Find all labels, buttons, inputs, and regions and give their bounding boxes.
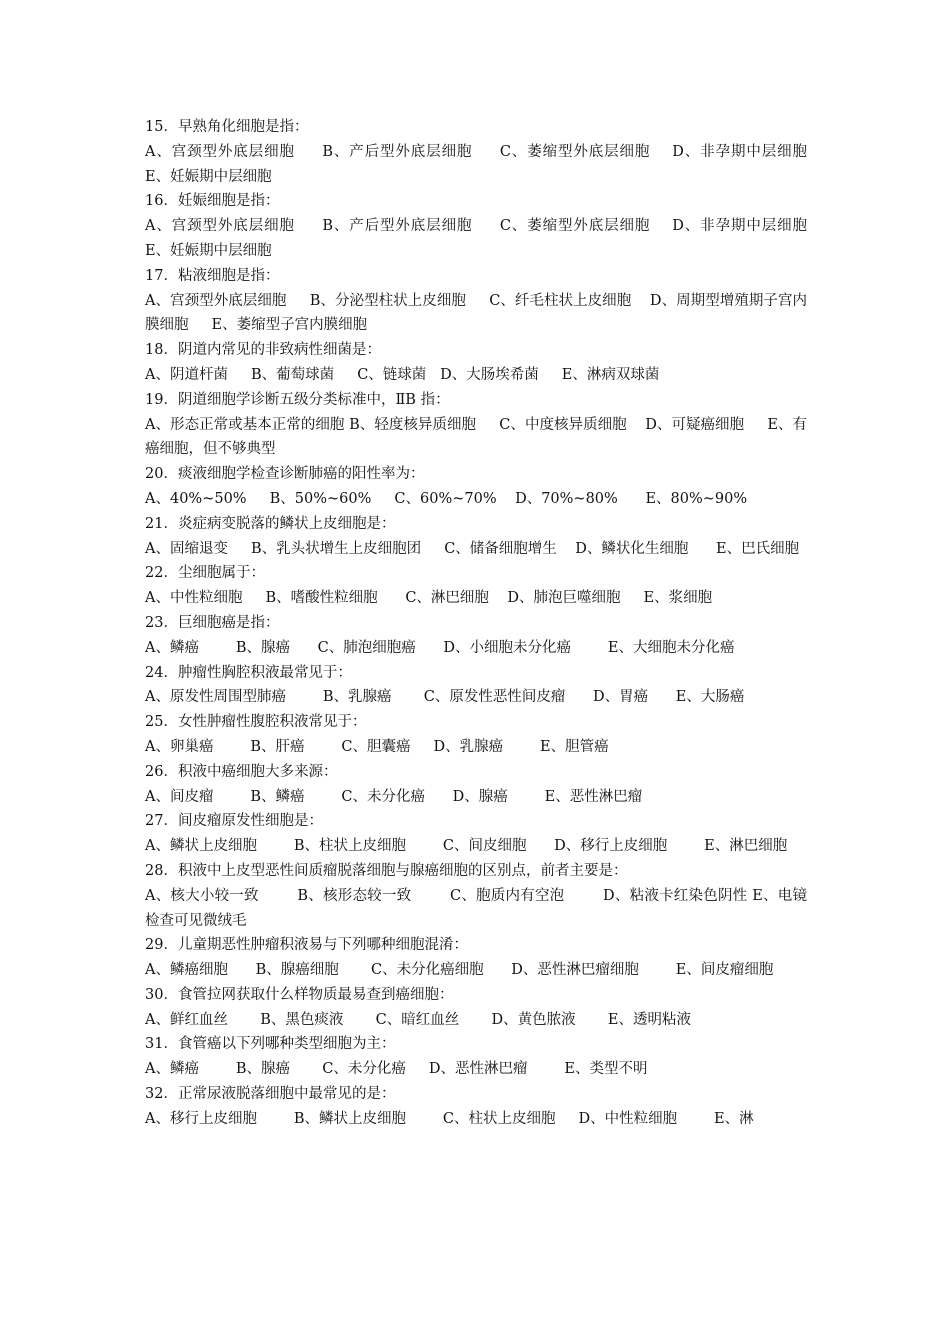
question-stem: 32．正常尿液脱落细胞中最常见的是： [145,1086,396,1103]
question-32 [145,1082,807,1132]
question-30 [145,983,807,1033]
question-options: A、鲜红血丝 B、黑色痰液 C、暗红血丝 D、黄色脓液 E、透明粘液 [145,1011,691,1028]
question-options: A、鳞癌细胞 B、腺癌细胞 C、未分化癌细胞 D、恶性淋巴瘤细胞 E、间皮瘤细胞 [145,962,774,979]
question-18 [145,338,807,388]
question-stem: 30．食管拉网获取什么样物质最易查到癌细胞： [145,986,454,1003]
question-options: A、鳞状上皮细胞 B、柱状上皮细胞 C、间皮细胞 D、移行上皮细胞 E、淋巴细胞 [145,838,788,855]
question-stem: 24．肿瘤性胸腔积液最常见于： [145,664,352,681]
question-stem: 16．妊娠细胞是指： [145,193,280,210]
question-stem: 25．女性肿瘤性腹腔积液常见于： [145,714,367,731]
question-options: A、阴道杆菌 B、葡萄球菌 C、链球菌 D、大肠埃希菌 E、淋病双球菌 [145,366,660,383]
question-24 [145,661,807,711]
question-options: A、鳞癌 B、腺癌 C、肺泡细胞癌 D、小细胞未分化癌 E、大细胞未分化癌 [145,639,735,656]
question-options: A、卵巢癌 B、肝癌 C、胆囊癌 D、乳腺癌 E、胆管癌 [145,738,609,755]
question-options: A、间皮瘤 B、鳞癌 C、未分化癌 D、腺癌 E、恶性淋巴瘤 [145,788,643,805]
question-stem: 18．阴道内常见的非致病性细菌是： [145,342,381,359]
question-17 [145,264,807,338]
question-27 [145,809,807,859]
question-options: A、宫颈型外底层细胞 B、产后型外底层细胞 C、萎缩型外底层细胞 D、非孕期中层细胞 E、妊娠期中层细胞 [145,143,831,185]
document-page [145,115,831,1132]
question-stem: 26．积液中癌细胞大多来源： [145,763,338,780]
question-options: A、中性粒细胞 B、嗜酸性粒细胞 C、淋巴细胞 D、肺泡巨噬细胞 E、浆细胞 [145,590,713,607]
question-options: A、鳞癌 B、腺癌 C、未分化癌 D、恶性淋巴瘤 E、类型不明 [145,1061,648,1078]
question-16 [145,189,831,263]
question-22 [145,561,807,611]
question-stem: 15．早熟角化细胞是指： [145,119,309,135]
question-19 [145,388,807,462]
question-stem: 20．痰液细胞学检查诊断肺癌的阳性率为： [145,466,425,483]
question-stem: 29．儿童期恶性肿瘤积液易与下列哪种细胞混淆： [145,937,468,954]
question-26 [145,760,807,810]
question-options: A、形态正常或基本正常的细胞 B、轻度核异质细胞 C、中度核异质细胞 D、可疑癌细胞 E、有癌细胞，但不够典型 [145,416,807,458]
question-options: A、移行上皮细胞 B、鳞状上皮细胞 C、柱状上皮细胞 D、中性粒细胞 E、淋 [145,1110,754,1127]
question-stem: 21．炎症病变脱落的鳞状上皮细胞是： [145,515,396,532]
question-stem: 19．阴道细胞学诊断五级分类标准中，ⅡB 指： [145,391,450,408]
question-stem: 31．食管癌以下列哪种类型细胞为主： [145,1036,396,1053]
question-options: A、原发性周围型肺癌 B、乳腺癌 C、原发性恶性间皮瘤 D、胃癌 E、大肠癌 [145,689,745,706]
question-23 [145,611,807,661]
question-21 [145,512,807,562]
question-15 [145,115,831,189]
question-options: A、40%~50% B、50%~60% C、60%~70% D、70%~80% E、80%~90% [145,490,748,507]
question-stem: 23．巨细胞癌是指： [145,614,280,631]
question-25 [145,710,807,760]
question-options: A、宫颈型外底层细胞 B、分泌型柱状上皮细胞 C、纤毛柱状上皮细胞 D、周期型增殖期子宫内膜细胞 E、萎缩型子宫内膜细胞 [145,292,807,334]
question-29 [145,933,807,983]
question-options: A、固缩退变 B、乳头状增生上皮细胞团 C、储备细胞增生 D、鳞状化生细胞 E、巴氏细胞 [145,540,800,557]
question-stem: 27．间皮瘤原发性细胞是： [145,813,323,830]
question-31 [145,1032,807,1082]
question-stem: 17．粘液细胞是指： [145,267,280,284]
question-28 [145,859,807,933]
question-options: A、核大小较一致 B、核形态较一致 C、胞质内有空泡 D、粘液卡红染色阴性 E、电镜检查可见微绒毛 [145,887,807,929]
question-stem: 22．尘细胞属于： [145,565,265,582]
question-20 [145,462,807,512]
question-stem: 28．积液中上皮型恶性间质瘤脱落细胞与腺癌细胞的区别点，前者主要是： [145,862,628,879]
question-options: A、宫颈型外底层细胞 B、产后型外底层细胞 C、萎缩型外底层细胞 D、非孕期中层细胞 E、妊娠期中层细胞 [145,218,831,259]
